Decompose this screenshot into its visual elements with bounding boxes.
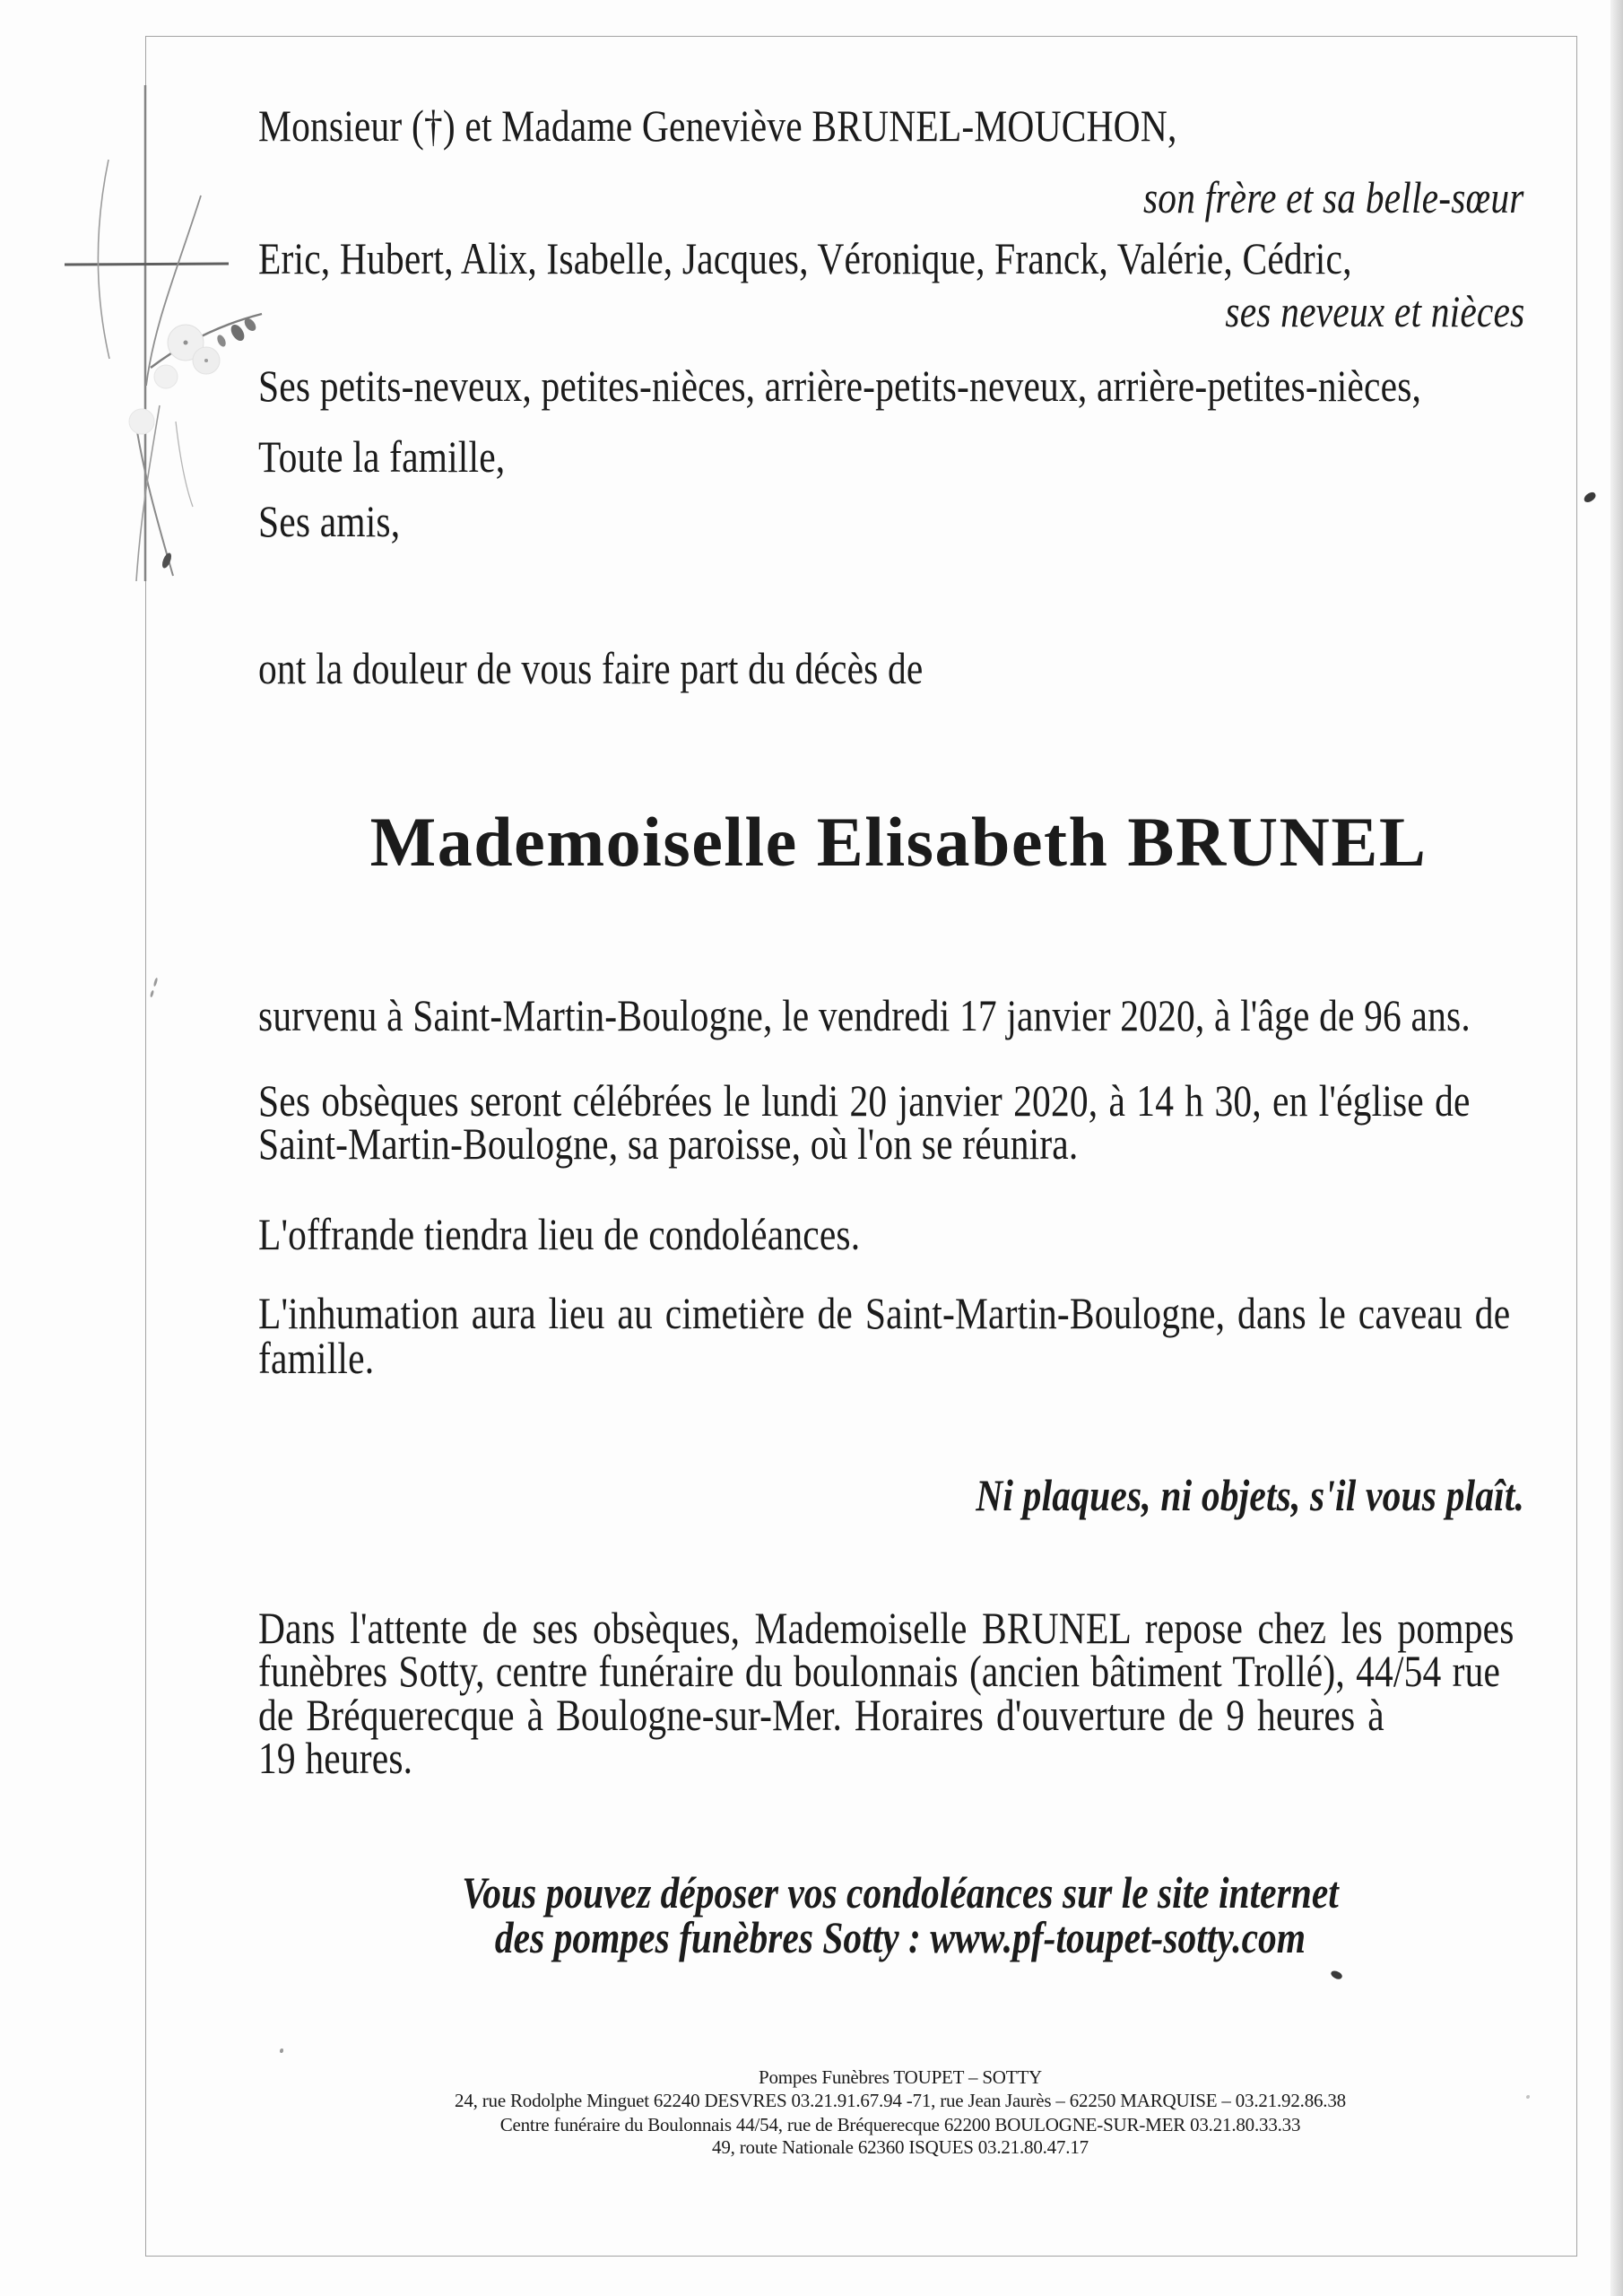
repose-line-3: de Bréquerecque à Boulogne-sur-Mer. Horaires d'ouverture de 9 heures à xyxy=(258,1690,1384,1740)
repose-line-2: funèbres Sotty, centre funéraire du boulonnais (ancien bâtiment Trollé), 44/54 rue xyxy=(258,1646,1501,1696)
bud-icon xyxy=(229,322,247,343)
stem-icon xyxy=(98,160,109,359)
relation-brother-line: son frère et sa belle-sœur xyxy=(1143,172,1524,222)
repose-line-1: Dans l'attente de ses obsèques, Mademoiselle BRUNEL repose chez les pompes xyxy=(258,1603,1515,1653)
bud-icon xyxy=(215,334,227,348)
condolences-line-2: des pompes funèbres Sotty : www.pf-toupet-sotty.com xyxy=(494,1912,1306,1962)
grand-nephews-line: Ses petits-neveux, petites-nièces, arrière-petits-neveux, arrière-petites-nièces, xyxy=(258,361,1422,411)
scan-right-edge xyxy=(1610,0,1623,2296)
burial-line-1: L'inhumation aura lieu au cimetière de Saint-Martin-Boulogne, dans le caveau de xyxy=(258,1288,1511,1338)
scan-speck xyxy=(1583,491,1598,504)
cross-and-flowers-sketch-icon xyxy=(27,72,296,610)
offering-line: L'offrande tiendra lieu de condoléances. xyxy=(258,1209,861,1259)
footer-company-line: Pompes Funèbres TOUPET – SOTTY xyxy=(758,2066,1042,2088)
footer-address-line-2: Centre funéraire du Boulonnais 44/54, rue de Bréquerecque 62200 BOULOGNE-SUR-MER 03.21.80.33.33 xyxy=(499,2114,1301,2135)
request-line: Ni plaques, ni objets, s'il vous plaît. xyxy=(976,1470,1524,1520)
family-line: Toute la famille, xyxy=(258,431,506,482)
burial-line-2: famille. xyxy=(258,1333,375,1383)
announce-line: ont la douleur de vous faire part du décès de xyxy=(258,643,924,693)
deceased-name-title: Mademoiselle Elisabeth BRUNEL xyxy=(369,803,1428,881)
ceremony-line-2: Saint-Martin-Boulogne, sa paroisse, où l'on se réunira. xyxy=(258,1118,1079,1169)
nephews-names-line: Eric, Hubert, Alix, Isabelle, Jacques, Véronique, Franck, Valérie, Cédric, xyxy=(258,233,1352,283)
parents-line: Monsieur (†) et Madame Geneviève BRUNEL-MOUCHON, xyxy=(258,100,1177,151)
footer-address-line-3: 49, route Nationale 62360 ISQUES 03.21.80.47.17 xyxy=(712,2136,1089,2158)
blossom-icon xyxy=(129,409,154,434)
friends-line: Ses amis, xyxy=(258,496,401,546)
cross-bar-icon xyxy=(65,264,229,265)
blossom-center-icon xyxy=(204,359,208,362)
relation-nephews-line: ses neveux et nièces xyxy=(1225,286,1524,336)
blossom-icon xyxy=(154,365,178,388)
repose-line-4: 19 heures. xyxy=(258,1733,413,1783)
stem-icon xyxy=(176,422,193,507)
death-details-line: survenu à Saint-Martin-Boulogne, le vendredi 17 janvier 2020, à l'âge de 96 ans. xyxy=(258,990,1471,1040)
condolences-line-1: Vous pouvez déposer vos condoléances sur le site internet xyxy=(462,1867,1339,1918)
blossom-center-icon xyxy=(184,341,188,345)
ceremony-line-1: Ses obsèques seront célébrées le lundi 20 janvier 2020, à 14 h 30, en l'église de xyxy=(258,1075,1471,1126)
footer-address-line-1: 24, rue Rodolphe Minguet 62240 DESVRES 03.21.91.67.94 -71, rue Jean Jaurès – 62250 MARQUISE – 03.21.92.86.38 xyxy=(455,2090,1346,2111)
